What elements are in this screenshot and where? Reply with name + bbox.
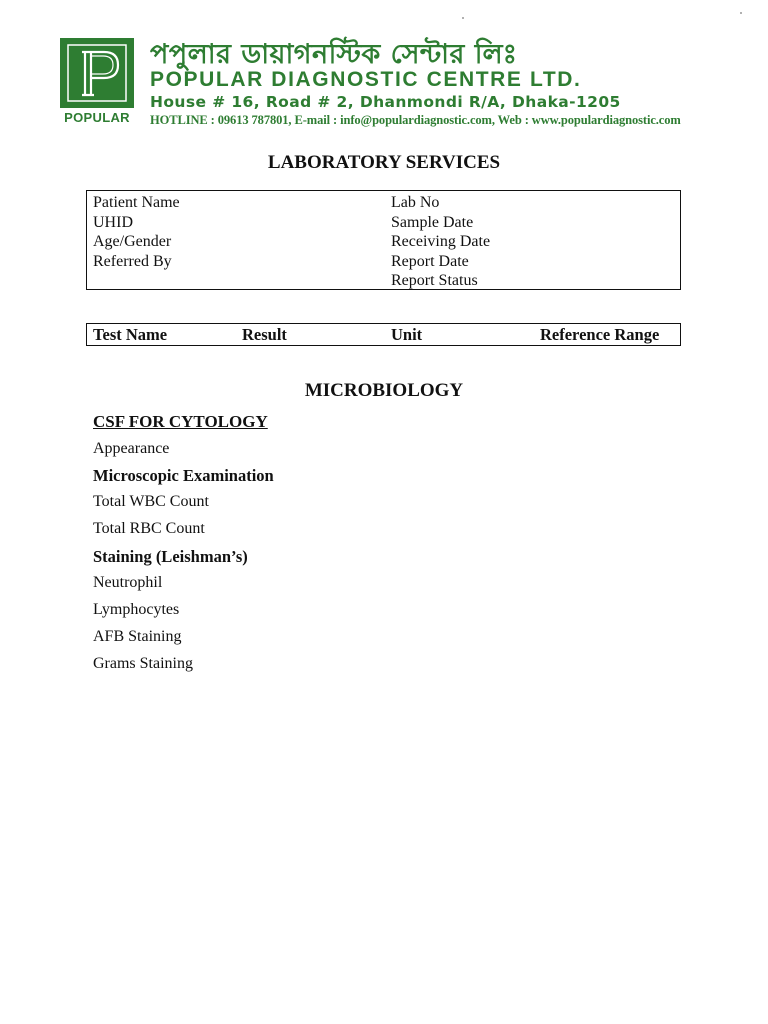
test-item: Lymphocytes [93, 601, 180, 618]
test-table-header [86, 323, 681, 346]
test-item: Appearance [93, 440, 170, 457]
test-subheading: Staining (Leishman’s) [93, 547, 248, 566]
field-receiving-date: Receiving Date [391, 233, 491, 250]
contact-line: HOTLINE : 09613 787801, E-mail : info@populardiagnostic.com, Web : www.populardiagnostic.com [150, 113, 681, 127]
field-uhid: UHID [93, 213, 133, 231]
header-reference-range: Reference Range [540, 325, 660, 344]
header-unit: Unit [391, 325, 423, 344]
test-subheading: Microscopic Examination [93, 466, 274, 485]
company-name-bangla: পপুলার ডায়াগনস্টিক সেন্টার লিঃ [150, 39, 518, 70]
logo-wordmark: POPULAR [64, 110, 130, 125]
field-lab-no: Lab No [391, 194, 440, 211]
field-report-status: Report Status [391, 272, 478, 289]
header-result: Result [242, 325, 287, 344]
company-name: POPULAR DIAGNOSTIC CENTRE LTD. [150, 68, 582, 91]
section-title: MICROBIOLOGY [304, 380, 464, 401]
test-item: AFB Staining [93, 628, 182, 645]
patient-info-right [391, 193, 490, 291]
field-report-date: Report Date [391, 252, 469, 270]
patient-info-box [86, 190, 681, 290]
test-item: Neutrophil [93, 574, 163, 591]
field-referred-by: Referred By [93, 252, 172, 270]
test-item: Total WBC Count [93, 493, 209, 510]
test-item: Grams Staining [93, 655, 193, 672]
scan-speck [462, 17, 464, 19]
letterhead [0, 0, 768, 140]
company-logo [60, 38, 134, 108]
patient-info-left [93, 193, 180, 271]
panel-title: CSF FOR CYTOLOGY [93, 412, 268, 431]
page-title: LABORATORY SERVICES [267, 152, 501, 173]
scan-speck [740, 12, 742, 14]
company-address: House # 16, Road # 2, Dhanmondi R/A, Dhaka-1205 [150, 93, 621, 111]
field-sample-date: Sample Date [391, 213, 474, 231]
field-age-gender: Age/Gender [93, 233, 172, 250]
field-patient-name: Patient Name [93, 194, 180, 211]
test-item: Total RBC Count [93, 520, 205, 537]
header-test-name: Test Name [93, 325, 168, 344]
